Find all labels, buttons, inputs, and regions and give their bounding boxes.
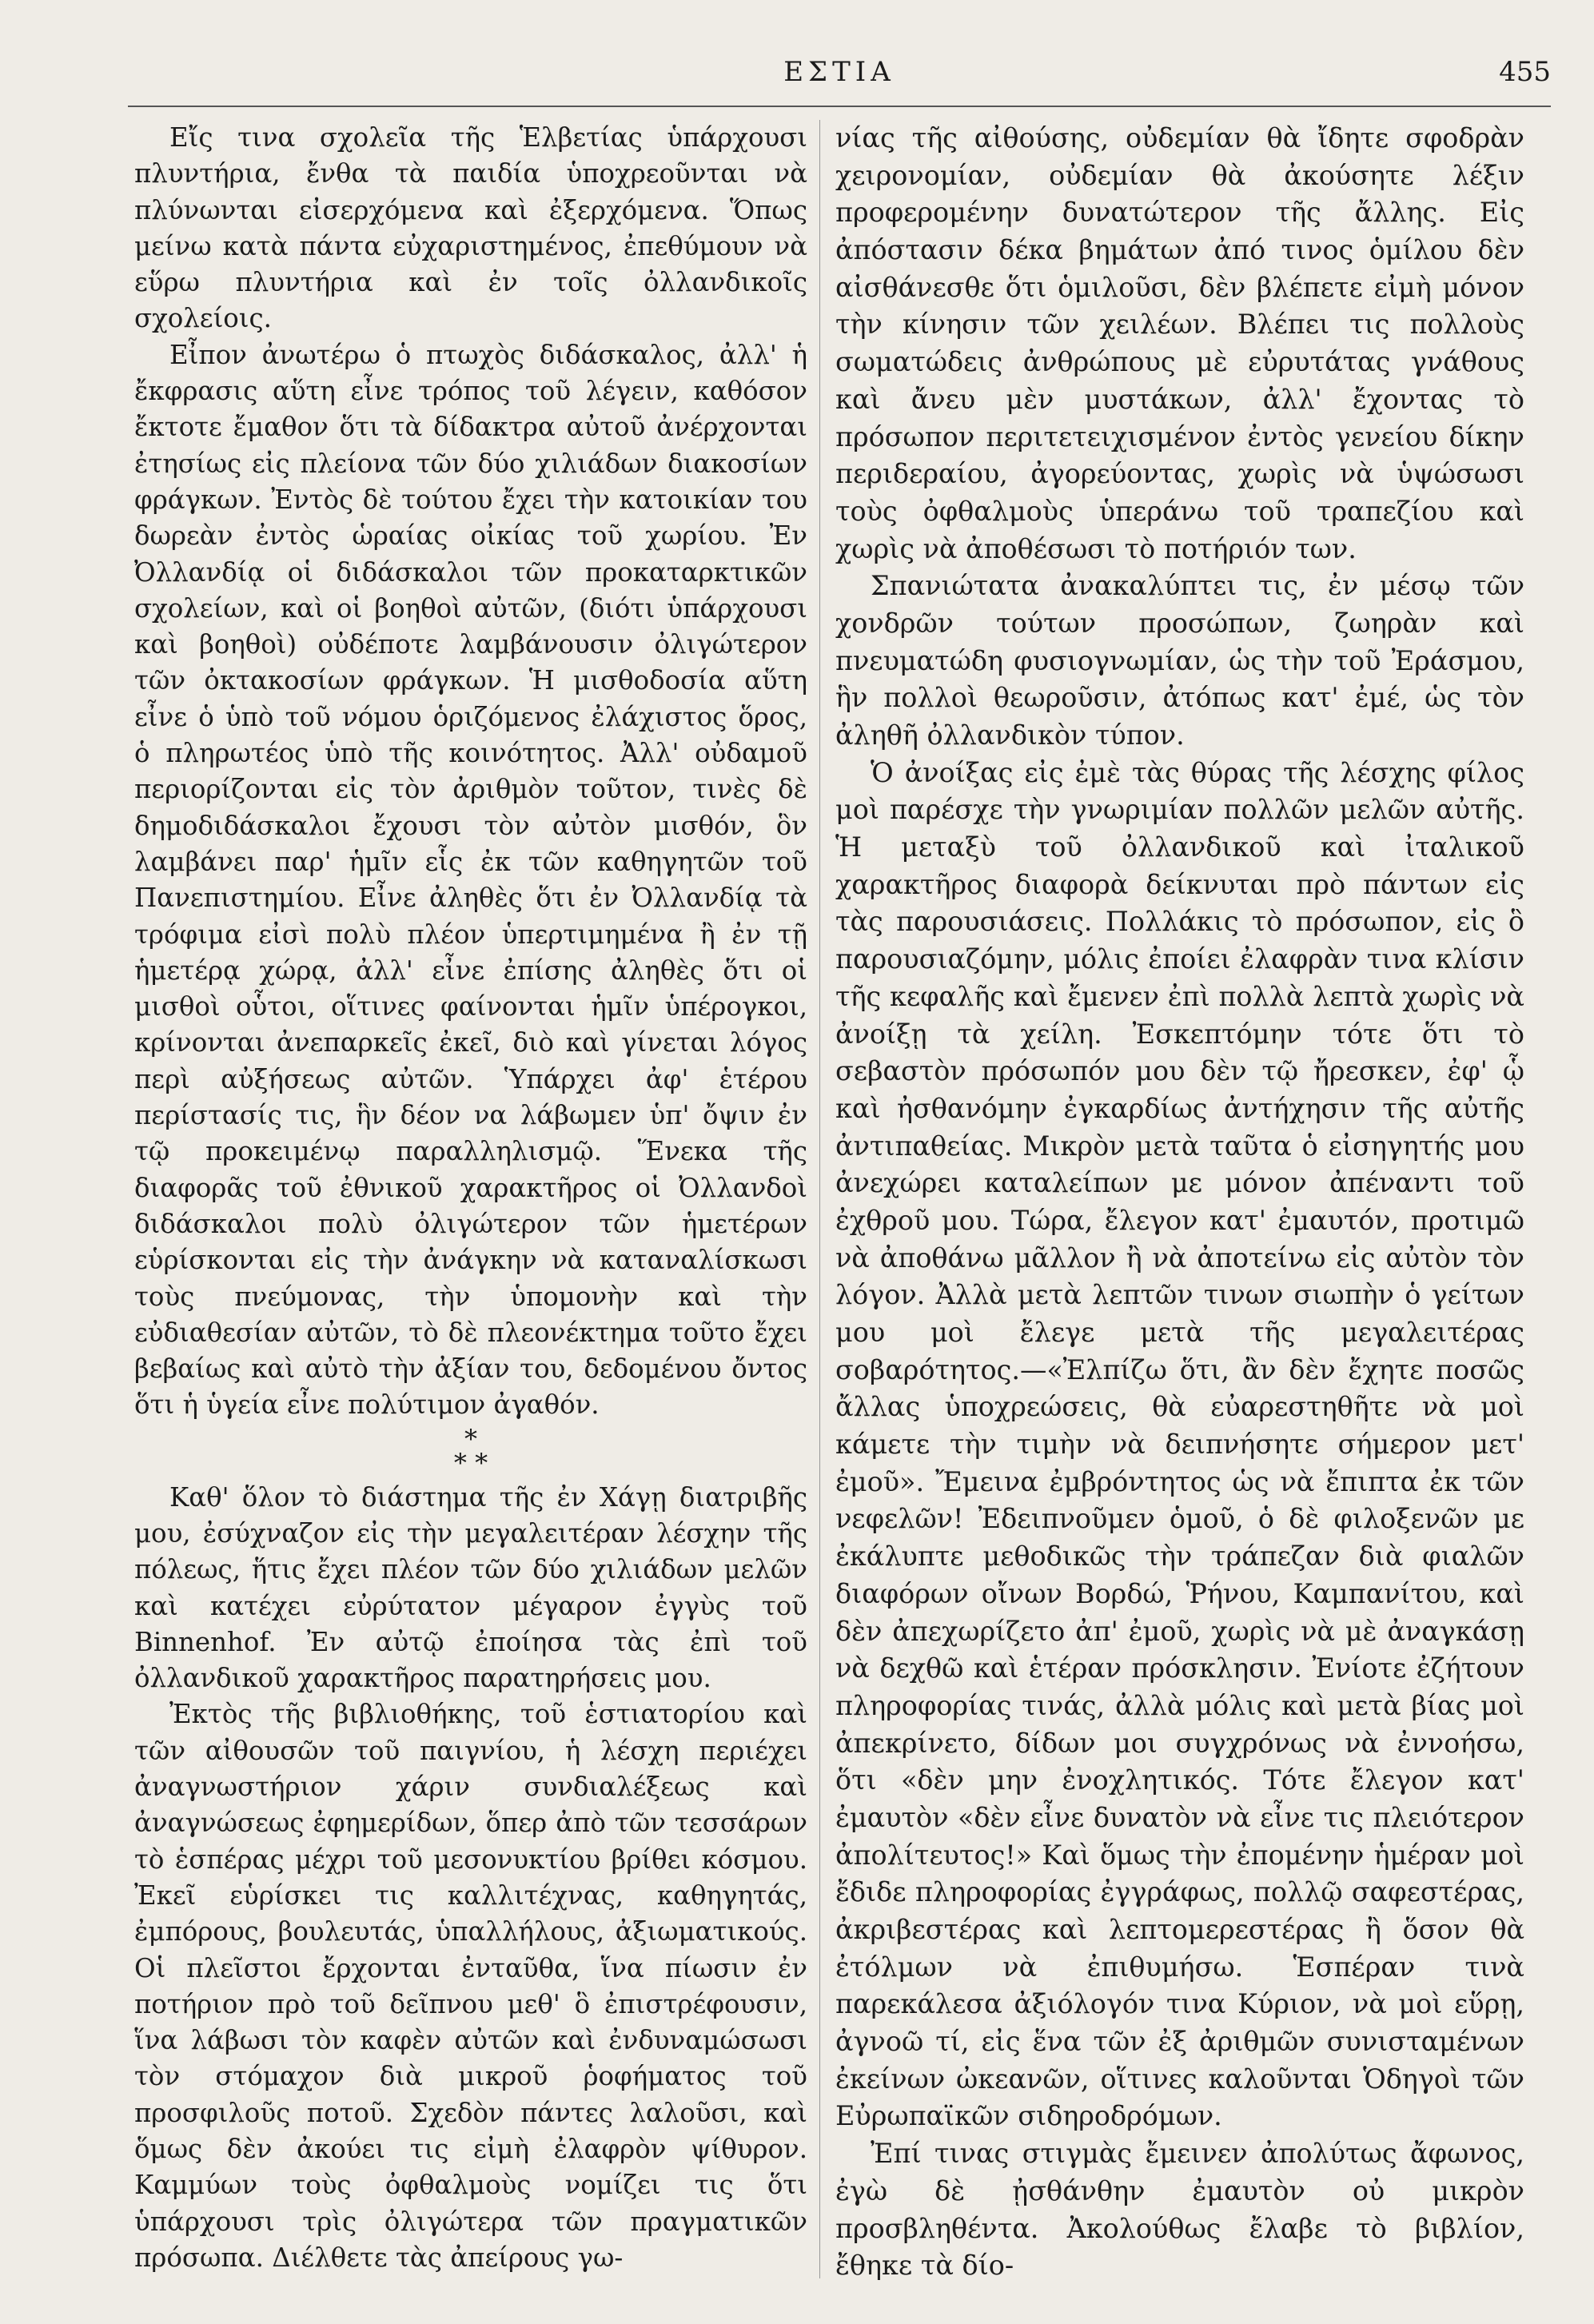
asterism-line: * * xyxy=(453,1447,488,1478)
running-title: ΕΣΤΙΑ xyxy=(783,56,895,88)
header-rule xyxy=(128,106,1551,107)
left-column xyxy=(134,120,807,2276)
paragraph: Καθ' ὅλον τὸ διάστημα τῆς ἐν Χάγῃ διατριβῆς μου, ἐσύχναζον εἰς τὴν μεγαλειτέραν λέσχην τῆς πόλεως, ἥτις ἔχει πλέον τῶν δύο χιλιάδων μελῶν καὶ κατέχει εὐρύτατον μέγαρον ἐγγὺς τοῦ Binnenhof. Ἐν αὐτῷ ἐποίησα τὰς ἐπὶ τοῦ ὀλλανδικοῦ χαρακτῆρος παρατηρήσεις μου. xyxy=(134,1481,807,1694)
paragraph: Σπανιώτατα ἀνακαλύπτει τις, ἐν μέσῳ τῶν χονδρῶν τούτων προσώπων, ζωηρὰν καὶ πνευματώδη φυσιογνωμίαν, ὡς τὴν τοῦ Ἐράσμου, ἣν πολλοὶ θεωροῦσιν, ἀτόπως κατ' ἐμέ, ὡς τὸν ἀληθῆ ὀλλανδικὸν τύπον. xyxy=(835,570,1524,751)
right-column xyxy=(835,120,1524,2285)
asterism xyxy=(134,1423,807,1478)
paragraph: Εἴς τινα σχολεῖα τῆς Ἑλβετίας ὑπάρχουσι πλυντήρια, ἔνθα τὰ παιδία ὑποχρεοῦνται νὰ πλύνωνται εἰσερχόμενα καὶ ἐξερχόμενα. Ὅπως μείνω κατὰ πάντα εὐχαριστημένος, ἐπεθύμουν νὰ εὕρω πλυντήρια καὶ ἐν τοῖς ὀλλανδικοῖς σχολείοις. xyxy=(134,122,807,334)
paragraph: Ὁ ἀνοίξας εἰς ἐμὲ τὰς θύρας τῆς λέσχης φίλος μοὶ παρέσχε τὴν γνωριμίαν πολλῶν μελῶν αὐτῆς. Ἡ μεταξὺ τοῦ ὀλλανδικοῦ καὶ ἰταλικοῦ χαρακτῆρος διαφορὰ δείκνυται πρὸ πάντων εἰς τὰς παρουσιάσεις. Πολλάκις τὸ πρόσωπον, εἰς ὃ παρουσιαζόμην, μόλις ἐποίει ἐλαφρὰν τινα κλίσιν τῆς κεφαλῆς καὶ ἔμενεν ἐπὶ πολλὰ λεπτὰ χωρὶς νὰ ἀνοίξῃ τὰ χείλη. Ἐσκεπτόμην τότε ὅτι τὸ σεβαστὸν πρόσωπόν μου δὲν τῷ ἤρεσκεν, ἐφ' ᾧ καὶ ἠσθανόμην ἐγκαρδίως ἀντήχησιν τῆς αὐτῆς ἀντιπαθείας. Μικρὸν μετὰ ταῦτα ὁ εἰσηγητής μου ἀνεχώρει καταλείπων με μόνον ἀπέναντι τοῦ ἐχθροῦ μου. Τώρα, ἔλεγον κατ' ἐμαυτόν, προτιμῶ νὰ ἀποθάνω μᾶλλον ἢ νὰ ἀποτείνω εἰς αὐτὸν τὸν λόγον. Ἀλλὰ μετὰ λεπτῶν τινων σιωπὴν ὁ γείτων μου μοὶ ἔλεγε μετὰ τῆς μεγαλειτέρας σοβαρότητος.—«Ἐλπίζω ὅτι, ἂν δὲν ἔχητε ποσῶς ἄλλας ὑποχρεώσεις, θὰ εὐαρεστηθῆτε νὰ μοὶ κάμετε τὴν τιμὴν νὰ δειπνήσητε σήμερον μετ' ἐμοῦ». Ἔμεινα ἐμβρόντητος ὡς νὰ ἔπιπτα ἐκ τῶν νεφελῶν! Ἐδειπνοῦμεν ὁμοῦ, ὁ δὲ φιλοξενῶν με ἐκάλυπτε μεθοδικῶς τὴν τράπεζαν διὰ φιαλῶν διαφόρων οἴνων Βορδώ, Ῥήνου, Καμπανίτου, καὶ δὲν ἀπεχωρίζετο ἀπ' ἐμοῦ, χωρὶς νὰ μὲ ἀναγκάσῃ νὰ δεχθῶ καὶ ἑτέραν πρόσκλησιν. Ἐνίοτε ἐζήτουν πληροφορίας τινάς, ἀλλὰ μόλις καὶ μετὰ βίας μοὶ ἀπεκρίνετο, δίδων μοι συγχρόνως νὰ ἐννοήσω, ὅτι «δὲν μην ἐνοχλητικός. Τότε ἔλεγον κατ' ἐμαυτὸν «δὲν εἶνε δυνατὸν νὰ εἶνε τις πλειότερον ἀπολίτευτος!» Καὶ ὅμως τὴν ἐπομένην ἡμέραν μοὶ ἔδιδε πληροφορίας ἐγγράφως, πολλῷ σαφεστέρας, ἀκριβεστέρας καὶ λεπτομερεστέρας ἢ ὅσον θὰ ἐτόλμων νὰ ἐπιθυμήσω. Ἑσπέραν τινὰ παρεκάλεσα ἀξιόλογόν τινα Κύριον, νὰ μοὶ εὕρῃ, ἀγνοῶ τί, εἰς ἕνα τῶν ἐξ ἀριθμῶν συνισταμένων ἐκείνων ὠκεανῶν, οἵτινες καλοῦνται Ὁδηγοὶ τῶν Εὐρωπαϊκῶν σιδηροδρόμων. xyxy=(835,756,1524,2132)
column-divider xyxy=(819,120,820,2278)
running-header xyxy=(128,56,1551,96)
paragraph: Ἐπί τινας στιγμὰς ἔμεινεν ἀπολύτως ἄφωνος, ἐγὼ δὲ ᾐσθάνθην ἐμαυτὸν οὐ μικρὸν προσβληθέντα. Ἀκολούθως ἔλαβε τὸ βιβλίον, ἔθηκε τὰ δίο- xyxy=(835,2138,1524,2282)
paragraph: νίας τῆς αἰθούσης, οὐδεμίαν θὰ ἴδητε σφοδρὰν χειρονομίαν, οὐδεμίαν θὰ ἀκούσητε λέξιν προφερομένην δυνατώτερον τῆς ἄλλης. Εἰς ἀπόστασιν δέκα βημάτων ἀπό τινος ὁμίλου δὲν αἰσθάνεσθε ὅτι ὁμιλοῦσι, δὲν βλέπετε εἰμὴ μόνον τὴν κίνησιν τῶν χειλέων. Βλέπει τις πολλοὺς σωματώδεις ἀνθρώπους μὲ εὐρυτάτας γνάθους καὶ ἄνευ μὲν μυστάκων, ἀλλ' ἔχοντας τὸ πρόσωπον περιτετειχισμένον ἐντὸς γενείου δίκην περιδεραίου, ἀγορεύοντας, χωρὶς νὰ ὑψώσωσι τοὺς ὀφθαλμοὺς ὑπεράνω τοῦ τραπεζίου καὶ χωρὶς νὰ ἀποθέσωσι τὸ ποτήριόν των. xyxy=(835,122,1524,564)
page-number: 455 xyxy=(1499,56,1551,88)
paragraph: Ἐκτὸς τῆς βιβλιοθήκης, τοῦ ἑστιατορίου καὶ τῶν αἰθουσῶν τοῦ παιγνίου, ἡ λέσχη περιέχει ἀναγνωστήριον χάριν συνδιαλέξεως καὶ ἀναγνώσεως ἐφημερίδων, ὅπερ ἀπὸ τῶν τεσσάρων τὸ ἑσπέρας μέχρι τοῦ μεσονυκτίου βρίθει κόσμου. Ἐκεῖ εὑρίσκει τις καλλιτέχνας, καθηγητάς, ἐμπόρους, βουλευτάς, ὑπαλλήλους, ἀξιωματικούς. Οἱ πλεῖστοι ἔρχονται ἐνταῦθα, ἵνα πίωσιν ἐν ποτήριον πρὸ τοῦ δεῖπνου μεθ' ὃ ἐπιστρέφουσιν, ἵνα λάβωσι τὸν καφὲν αὐτῶν καὶ ἐνδυναμώσωσι τὸν στόμαχον διὰ μικροῦ ῥοφήματος τοῦ προσφιλοῦς ποτοῦ. Σχεδὸν πάντες λαλοῦσι, καὶ ὅμως δὲν ἀκούει τις εἰμὴ ἐλαφρὸν ψίθυρον. Καμμύων τοὺς ὀφθαλμοὺς νομίζει τις ὅτι ὑπάρχουσι τρὶς ὀλιγώτερα τῶν πραγματικῶν πρόσωπα. Διέλθετε τὰς ἀπείρους γω- xyxy=(134,1699,807,2273)
asterism-line: * xyxy=(464,1423,477,1454)
paragraph: Εἶπον ἀνωτέρω ὁ πτωχὸς διδάσκαλος, ἀλλ' ἡ ἔκφρασις αὕτη εἶνε τρόπος τοῦ λέγειν, καθόσον ἔκτοτε ἔμαθον ὅτι τὰ δίδακτρα αὐτοῦ ἀνέρχονται ἐτησίως εἰς πλείονα τῶν δύο χιλιάδων διακοσίων φράγκων. Ἐντὸς δὲ τούτου ἔχει τὴν κατοικίαν του δωρεὰν ἐντὸς ὡραίας οἰκίας τοῦ χωρίου. Ἐν Ὀλλανδίᾳ οἱ διδάσκαλοι τῶν προκαταρκτικῶν σχολείων, καὶ οἱ βοηθοὶ αὐτῶν, (διότι ὑπάρχουσι καὶ βοηθοὶ) οὐδέποτε λαμβάνουσιν ὀλιγώτερον τῶν ὀκτακοσίων φράγκων. Ἡ μισθοδοσία αὕτη εἶνε ὁ ὑπὸ τοῦ νόμου ὁριζόμενος ἐλάχιστος ὅρος, ὁ πληρωτέος ὑπὸ τῆς κοινότητος. Ἀλλ' οὐδαμοῦ περιορίζονται εἰς τὸν ἀριθμὸν τοῦτον, τινὲς δὲ δημοδιδάσκαλοι ἔχουσι τὸν αὐτὸν μισθόν, ὃν λαμβάνει παρ' ἡμῖν εἷς ἐκ τῶν καθηγητῶν τοῦ Πανεπιστημίου. Εἶνε ἀληθὲς ὅτι ἐν Ὀλλανδίᾳ τὰ τρόφιμα εἰσὶ πολὺ πλέον ὑπερτιμημένα ἢ ἐν τῇ ἡμετέρᾳ χώρᾳ, ἀλλ' εἶνε ἐπίσης ἀληθὲς ὅτι οἱ μισθοὶ οὗτοι, οἵτινες φαίνονται ἡμῖν ὑπέρογκοι, κρίνονται ἀνεπαρκεῖς ἐκεῖ, διὸ καὶ γίνεται λόγος περὶ αὐξήσεως αὐτῶν. Ὑπάρχει ἀφ' ἑτέρου περίστασίς τις, ἣν δέον να λάβωμεν ὑπ' ὄψιν ἐν τῷ προκειμένῳ παραλληλισμῷ. Ἕνεκα τῆς διαφορᾶς τοῦ ἐθνικοῦ χαρακτῆρος οἱ Ὀλλανδοὶ διδάσκαλοι πολὺ ὀλιγώτερον τῶν ἡμετέρων εὑρίσκονται εἰς τὴν ἀνάγκην νὰ καταναλίσκωσι τοὺς πνεύμονας, τὴν ὑπομονὴν καὶ τὴν εὐδιαθεσίαν αὐτῶν, τὸ δὲ πλεονέκτημα τοῦτο ἔχει βεβαίως καὶ αὐτὸ τὴν ἀξίαν του, δεδομένου ὄντος ὅτι ἡ ὑγεία εἶνε πολύτιμον ἀγαθόν. xyxy=(134,339,807,1421)
